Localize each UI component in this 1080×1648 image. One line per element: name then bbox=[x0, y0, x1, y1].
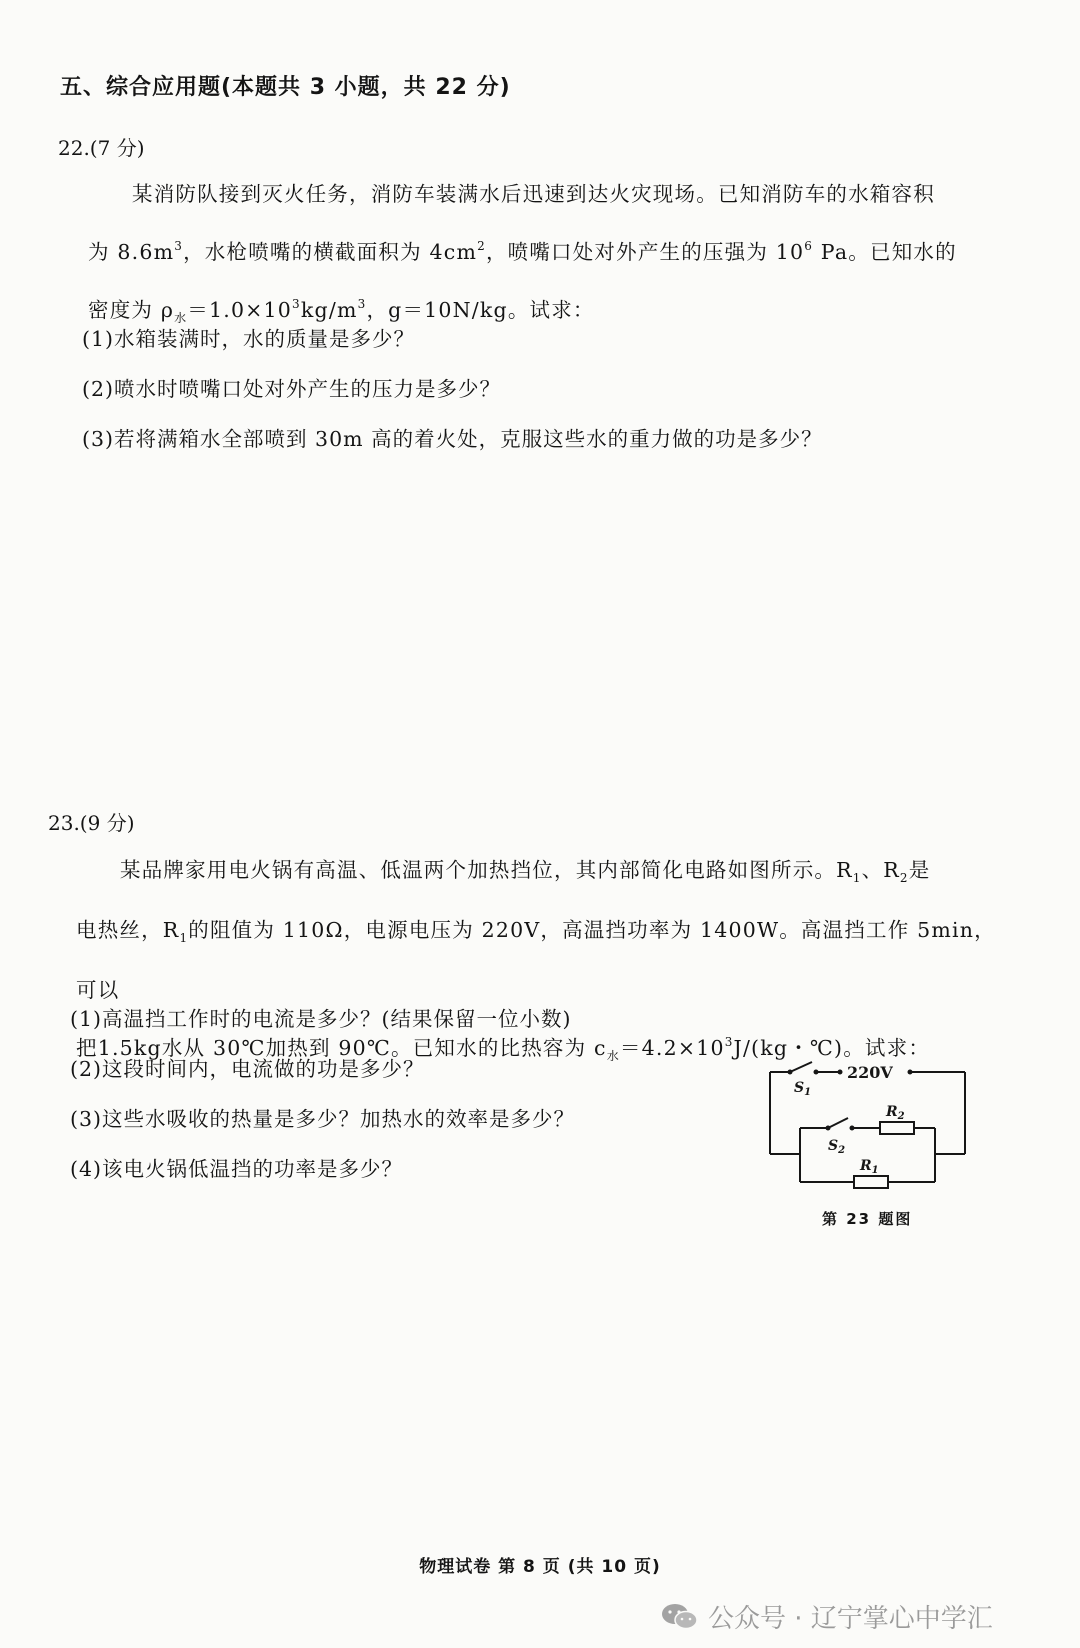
wechat-icon bbox=[660, 1601, 700, 1633]
switch-s2-label: $S_2$ bbox=[828, 1138, 846, 1156]
question-23-part-3: (3)这些水吸收的热量是多少？加热水的效率是多少？ bbox=[70, 1107, 576, 1131]
section-title: 五、综合应用题(本题共 3 小题，共 22 分) bbox=[60, 75, 511, 100]
page-footer: 物理试卷 第 8 页 (共 10 页) bbox=[419, 1557, 661, 1577]
question-23-part-4: (4)该电火锅低温挡的功率是多少？ bbox=[70, 1157, 404, 1181]
source-terminal-right bbox=[908, 1070, 913, 1075]
resistor-r2-label: $R_2$ bbox=[886, 1104, 905, 1122]
question-22-part-3: (3)若将满箱水全部喷到 30m 高的着火处，克服这些水的重力做的功是多少？ bbox=[82, 427, 823, 451]
question-23-part-1: (1)高温挡工作时的电流是多少？(结果保留一位小数) bbox=[70, 1007, 572, 1031]
switch-s1-contact bbox=[814, 1070, 819, 1075]
figure-caption: 第 23 题图 bbox=[822, 1210, 913, 1228]
switch-s2-pivot bbox=[826, 1126, 831, 1131]
resistor-r2 bbox=[880, 1122, 914, 1134]
resistor-r1-label: $R_1$ bbox=[860, 1158, 879, 1176]
question-22-part-1: (1)水箱装满时，水的质量是多少？ bbox=[82, 327, 416, 351]
circuit-diagram bbox=[760, 1058, 980, 1228]
switch-s2-contact bbox=[850, 1126, 855, 1131]
question-23-stem: 某品牌家用电火锅有高温、低温两个加热挡位，其内部简化电路如图所示。$R_1$、$R_2$是 电热丝，$R_1$的阻值为 110Ω，电源电压为 220V，高温挡功率为 1400W。高温挡工作 5min，可以 把1.5kg水从 30℃加热到 90℃。已知水的比热容为 $c_水=4.2\times 10^3J/(kg$・℃)。试求： bbox=[76, 858, 996, 1064]
question-23-part-2: (2)这段时间内，电流做的功是多少？ bbox=[70, 1057, 425, 1081]
question-22-stem: 某消防队接到灭火任务，消防车装满水后迅速到达火灾现场。已知消防车的水箱容积 为 $8.6m^3$，水枪喷嘴的横截面积为 $4cm^2$，喷嘴口处对外产生的压强为 $10^6$ Pa。已知水的 密度为 $\rho_水=1.0\times 10^3kg/m^3$，g＝10N/kg。试求： bbox=[88, 182, 957, 326]
watermark bbox=[660, 1598, 993, 1635]
source-voltage-label: 220V bbox=[847, 1063, 893, 1082]
switch-s1-pivot bbox=[788, 1070, 793, 1075]
switch-s1-blade bbox=[790, 1062, 812, 1072]
switch-s2-blade bbox=[828, 1118, 848, 1128]
resistor-r1 bbox=[854, 1176, 888, 1188]
source-terminal-left bbox=[838, 1070, 843, 1075]
switch-s1-label: $S_1$ bbox=[794, 1080, 812, 1098]
question-22-part-2: (2)喷水时喷嘴口处对外产生的压力是多少？ bbox=[82, 377, 502, 401]
question-23-header: 23.(9 分) bbox=[48, 811, 135, 835]
question-22-header: 22.(7 分) bbox=[58, 136, 145, 160]
watermark-text: 公众号 · 辽宁掌心中学汇 bbox=[708, 1604, 993, 1634]
